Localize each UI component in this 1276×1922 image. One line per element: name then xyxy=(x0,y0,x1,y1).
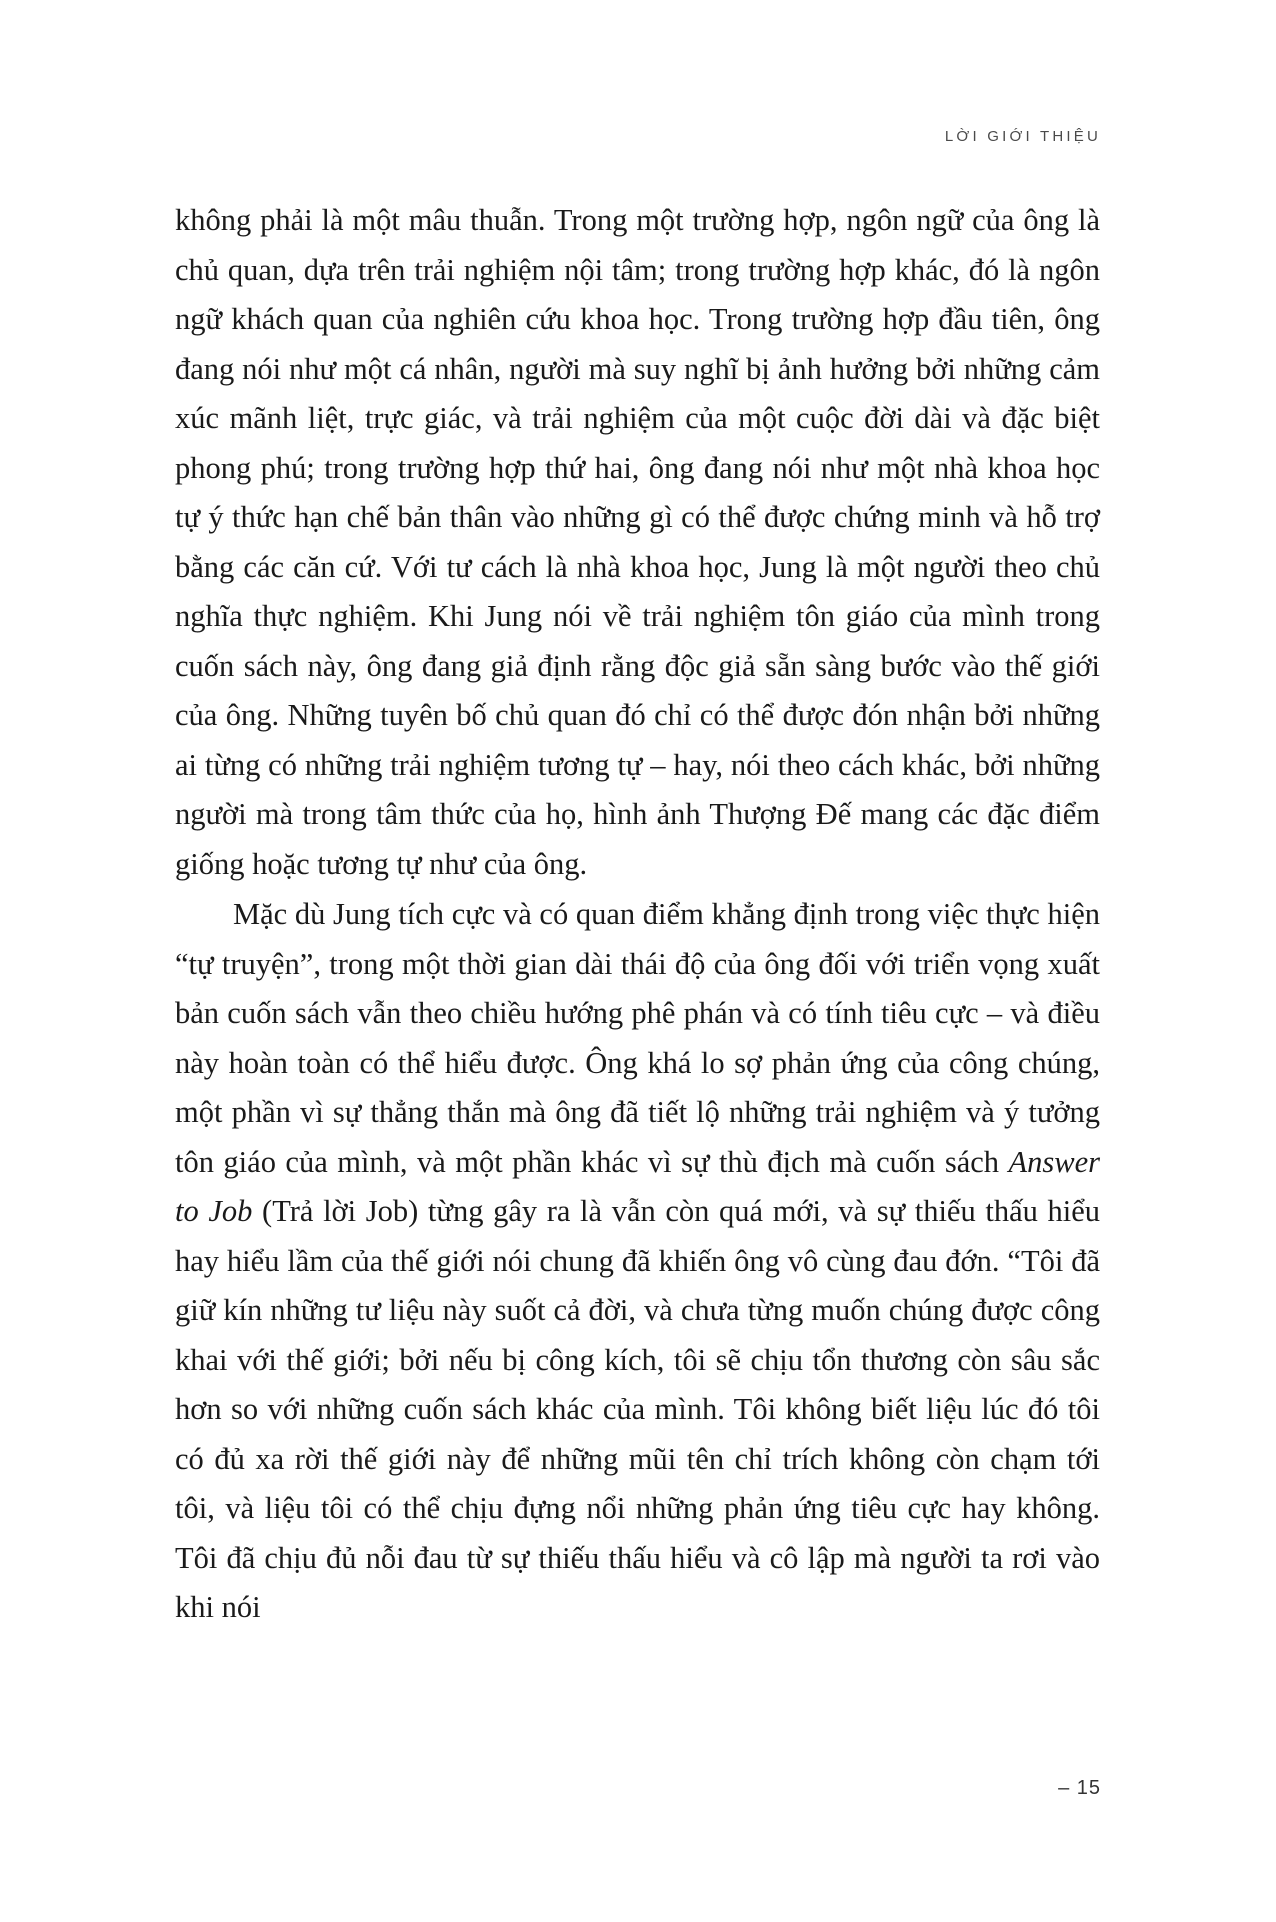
paragraph-2 xyxy=(175,890,1100,1633)
page-number: – 15 xyxy=(1058,1777,1101,1799)
body-text-column xyxy=(175,196,1100,1633)
paragraph-1-run-1: không phải là một mâu thuẫn. Trong một trường hợp, ngôn ngữ của ông là chủ quan, dựa trên trải nghiệm nội tâm; trong trường hợp khác, đó là ngôn ngữ khách quan của nghiên cứu khoa học. Trong trường hợp đầu tiên, ông đang nói như một cá nhân, người mà suy nghĩ bị ảnh hưởng bởi những cảm xúc mãnh liệt, trực giác, và trải nghiệm của một cuộc đời dài và đặc biệt phong phú; trong trường hợp thứ hai, ông đang nói như một nhà khoa học tự ý thức hạn chế bản thân vào những gì có thể được chứng minh và hỗ trợ bằng các căn cứ. Với tư cách là nhà khoa học, Jung là một người theo chủ nghĩa thực nghiệm. Khi Jung nói về trải nghiệm tôn giáo của mình trong cuốn sách này, ông đang giả định rằng độc giả sẵn sàng bước vào thế giới của ông. Những tuyên bố chủ quan đó chỉ có thể được đón nhận bởi những ai từng có những trải nghiệm tương tự – hay, nói theo cách khác, bởi những người mà trong tâm thức của họ, hình ảnh Thượng Đế mang các đặc điểm giống hoặc tương tự như của ông. xyxy=(175,203,1100,881)
paragraph-2-run-3: (Trả lời Job) từng gây ra là vẫn còn quá mới, và sự thiếu thấu hiểu hay hiểu lầm của thế giới nói chung đã khiến ông vô cùng đau đớn. “Tôi đã giữ kín những tư liệu này suốt cả đời, và chưa từng muốn chúng được công khai với thế giới; bởi nếu bị công kích, tôi sẽ chịu tổn thương còn sâu sắc hơn so với những cuốn sách khác của mình. Tôi không biết liệu lúc đó tôi có đủ xa rời thế giới này để những mũi tên chỉ trích không còn chạm tới tôi, và liệu tôi có thể chịu đựng nổi những phản ứng tiêu cực hay không. Tôi đã chịu đủ nỗi đau từ sự thiếu thấu hiểu và cô lập mà người ta rơi vào khi nói xyxy=(175,1194,1100,1624)
book-title-answer-to-job: Answer to Job xyxy=(175,1144,1100,1228)
paragraph-1 xyxy=(175,196,1100,889)
paragraph-2-run-1: Mặc dù Jung tích cực và có quan điểm khẳng định trong việc thực hiện “tự truyện”, trong một thời gian dài thái độ của ông đối với triển vọng xuất bản cuốn sách vẫn theo chiều hướng phê phán và có tính tiêu cực – và điều này hoàn toàn có thể hiểu được. Ông khá lo sợ phản ứng của công chúng, một phần vì sự thẳng thắn mà ông đã tiết lộ những trải nghiệm và ý tưởng tôn giáo của mình, và một phần khác vì sự thù địch mà cuốn sách xyxy=(175,897,1100,1179)
running-head: LỜI GIỚI THIỆU xyxy=(944,128,1101,145)
